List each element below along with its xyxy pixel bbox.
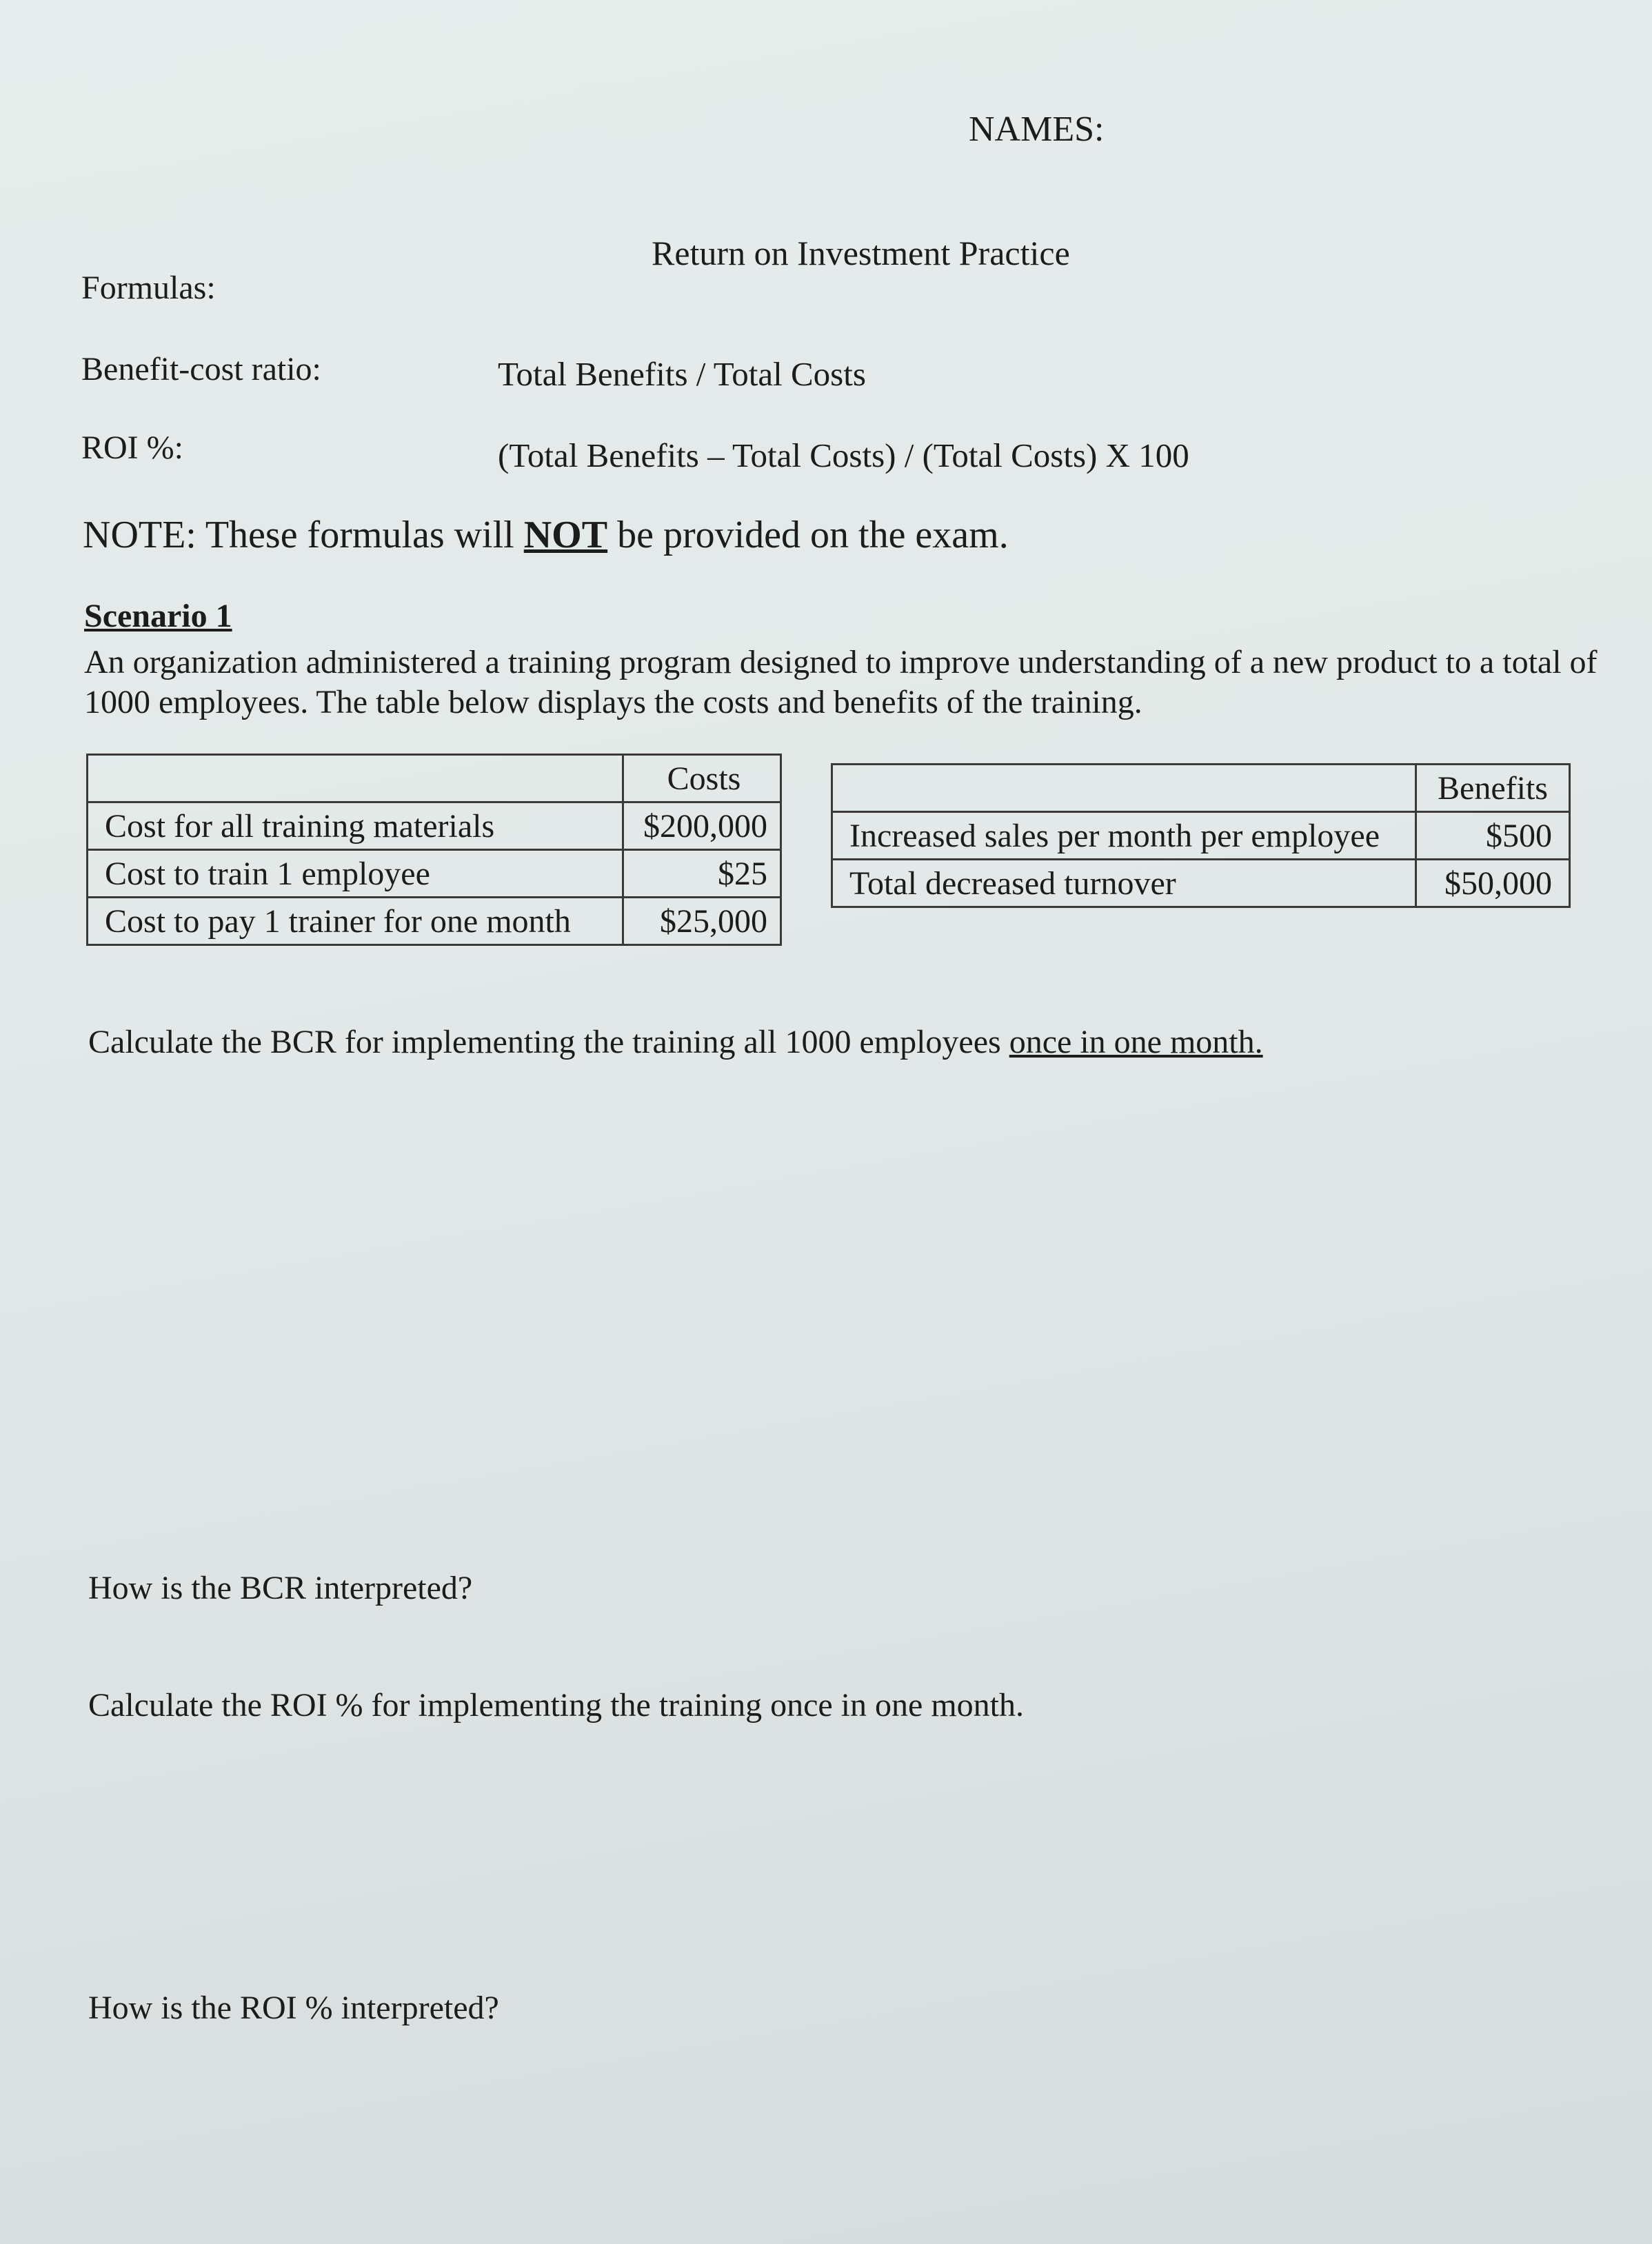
table-row: [88, 802, 781, 850]
note-prefix: NOTE: These formulas will: [83, 514, 524, 556]
table-row: [832, 812, 1570, 860]
bcr-formula: Total Benefits / Total Costs: [498, 355, 866, 393]
costs-header-empty: [88, 755, 623, 802]
benefit-label: Total decreased turnover: [832, 860, 1416, 907]
benefit-label: Increased sales per month per employee: [832, 812, 1416, 860]
question-roi-interpret: How is the ROI % interpreted?: [88, 1990, 499, 2026]
table-row: [832, 860, 1570, 907]
exam-note: [83, 513, 1009, 557]
cost-label: Cost for all training materials: [88, 802, 623, 850]
benefits-table: [831, 763, 1571, 908]
table-row: [88, 850, 781, 898]
question-bcr-calc: [88, 1023, 1263, 1061]
note-suffix: be provided on the exam.: [607, 514, 1009, 556]
cost-label: Cost to train 1 employee: [88, 850, 623, 898]
formulas-heading: Formulas:: [81, 270, 216, 306]
benefit-value: $50,000: [1416, 860, 1570, 907]
cost-value: $25,000: [623, 898, 781, 945]
names-label: NAMES:: [969, 110, 1105, 149]
costs-header-row: [88, 755, 781, 802]
scenario-description: An organization administered a training program designed to improve understanding of a new product to a total of 1000 employees. The table below displays the costs and benefits of the training.: [84, 644, 1598, 720]
question-bcr-interpret: How is the BCR interpreted?: [88, 1570, 473, 1606]
bcr-label: Benefit-cost ratio:: [81, 351, 321, 387]
costs-table: [86, 754, 782, 946]
scenario-title: Scenario 1: [84, 598, 232, 634]
cost-value: $25: [623, 850, 781, 898]
benefits-header-empty: [832, 765, 1416, 812]
question-roi-calc: Calculate the ROI % for implementing the training once in one month.: [88, 1687, 1024, 1724]
benefit-value: $500: [1416, 812, 1570, 860]
cost-value: $200,000: [623, 802, 781, 850]
question-bcr-calc-underlined: once in one month.: [1009, 1024, 1263, 1060]
roi-label: ROI %:: [81, 429, 183, 466]
question-bcr-calc-text: Calculate the BCR for implementing the training all 1000 employees: [88, 1024, 1009, 1060]
costs-header: Costs: [623, 755, 781, 802]
benefits-header-row: [832, 765, 1570, 812]
benefits-header: Benefits: [1416, 765, 1570, 812]
table-row: [88, 898, 781, 945]
cost-label: Cost to pay 1 trainer for one month: [88, 898, 623, 945]
roi-formula: (Total Benefits – Total Costs) / (Total Costs) X 100: [498, 436, 1189, 474]
page-title: Return on Investment Practice: [652, 234, 1070, 272]
note-emphasis: NOT: [523, 514, 608, 556]
